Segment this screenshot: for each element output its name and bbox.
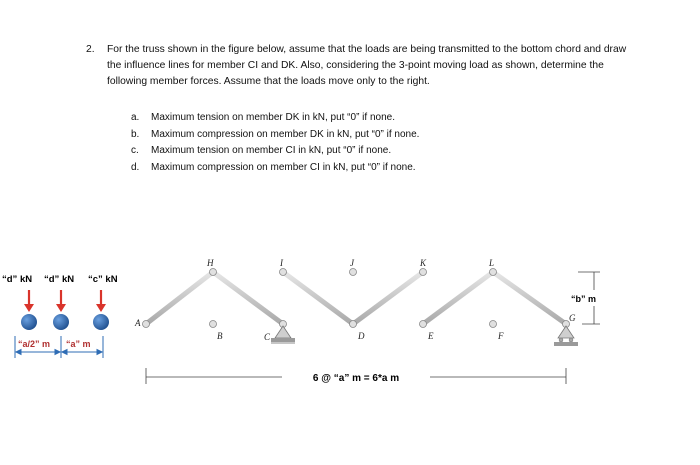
roller-support-G bbox=[554, 326, 578, 346]
node-label-A: A bbox=[135, 318, 141, 328]
member-AH bbox=[146, 272, 213, 324]
node-label-F: F bbox=[498, 331, 504, 341]
node-label-I: I bbox=[280, 258, 283, 268]
node-A bbox=[143, 321, 150, 328]
load-3-arrow bbox=[96, 290, 106, 312]
member-LG bbox=[493, 272, 566, 324]
part-text: Maximum tension on member DK in kN, put “0” if none. bbox=[151, 112, 395, 123]
node-I bbox=[280, 269, 287, 276]
height-label: “b” m bbox=[571, 294, 597, 304]
part-label: c. bbox=[131, 145, 139, 156]
load-1-label: “d” kN bbox=[2, 274, 33, 285]
part-label: d. bbox=[131, 161, 140, 173]
node-label-H: H bbox=[207, 258, 214, 268]
load-2-arrow bbox=[56, 290, 66, 312]
problem-statement: For the truss shown in the figure below, assume that the loads are being transmitted to the bottom chord and draw the influence lines for member CI and DK. Also, considering the 3-point moving load as shown, determine the following member forces. Assume that the loads move only to the right. bbox=[107, 44, 627, 87]
load-2-label: “d” kN bbox=[44, 274, 75, 285]
part-label: a. bbox=[131, 112, 140, 123]
part-text: Maximum tension on member CI in kN, put “0” if none. bbox=[151, 145, 392, 156]
part-text: Maximum compression on member DK in kN, put “0” if none. bbox=[151, 128, 420, 140]
node-J bbox=[350, 269, 357, 276]
pin-support-C bbox=[271, 326, 295, 343]
node-F bbox=[490, 321, 497, 328]
load-3-wheel bbox=[93, 314, 109, 330]
load-2-wheel bbox=[53, 314, 69, 330]
load-1-wheel bbox=[21, 314, 37, 330]
member-EL bbox=[423, 272, 493, 324]
node-H bbox=[210, 269, 217, 276]
load-3-label: “c” kN bbox=[88, 274, 118, 285]
node-label-K: K bbox=[420, 258, 427, 268]
node-label-B: B bbox=[217, 331, 223, 341]
node-L bbox=[490, 269, 497, 276]
node-label-D: D bbox=[358, 331, 365, 341]
node-label-C: C bbox=[264, 332, 271, 342]
node-K bbox=[420, 269, 427, 276]
member-DK bbox=[353, 272, 423, 324]
node-E bbox=[420, 321, 427, 328]
truss-members bbox=[146, 272, 566, 324]
node-label-J: J bbox=[350, 258, 354, 268]
member-HC bbox=[213, 272, 283, 324]
node-B bbox=[210, 321, 217, 328]
node-label-E: E bbox=[428, 331, 434, 341]
part-label: b. bbox=[131, 128, 140, 140]
member-ID bbox=[283, 272, 353, 324]
problem-number: 2. bbox=[86, 44, 95, 55]
spacing-2-label: “a” m bbox=[66, 339, 91, 349]
span-label: 6 @ “a” m = 6*a m bbox=[312, 373, 400, 384]
node-label-G: G bbox=[569, 313, 576, 323]
node-label-L: L bbox=[489, 258, 495, 268]
spacing-1-label: “a/2” m bbox=[18, 339, 51, 349]
moving-load-group bbox=[2, 274, 118, 358]
load-1-arrow bbox=[24, 290, 34, 312]
node-D bbox=[350, 321, 357, 328]
part-text: Maximum compression on member CI in kN, put “0” if none. bbox=[151, 161, 416, 173]
